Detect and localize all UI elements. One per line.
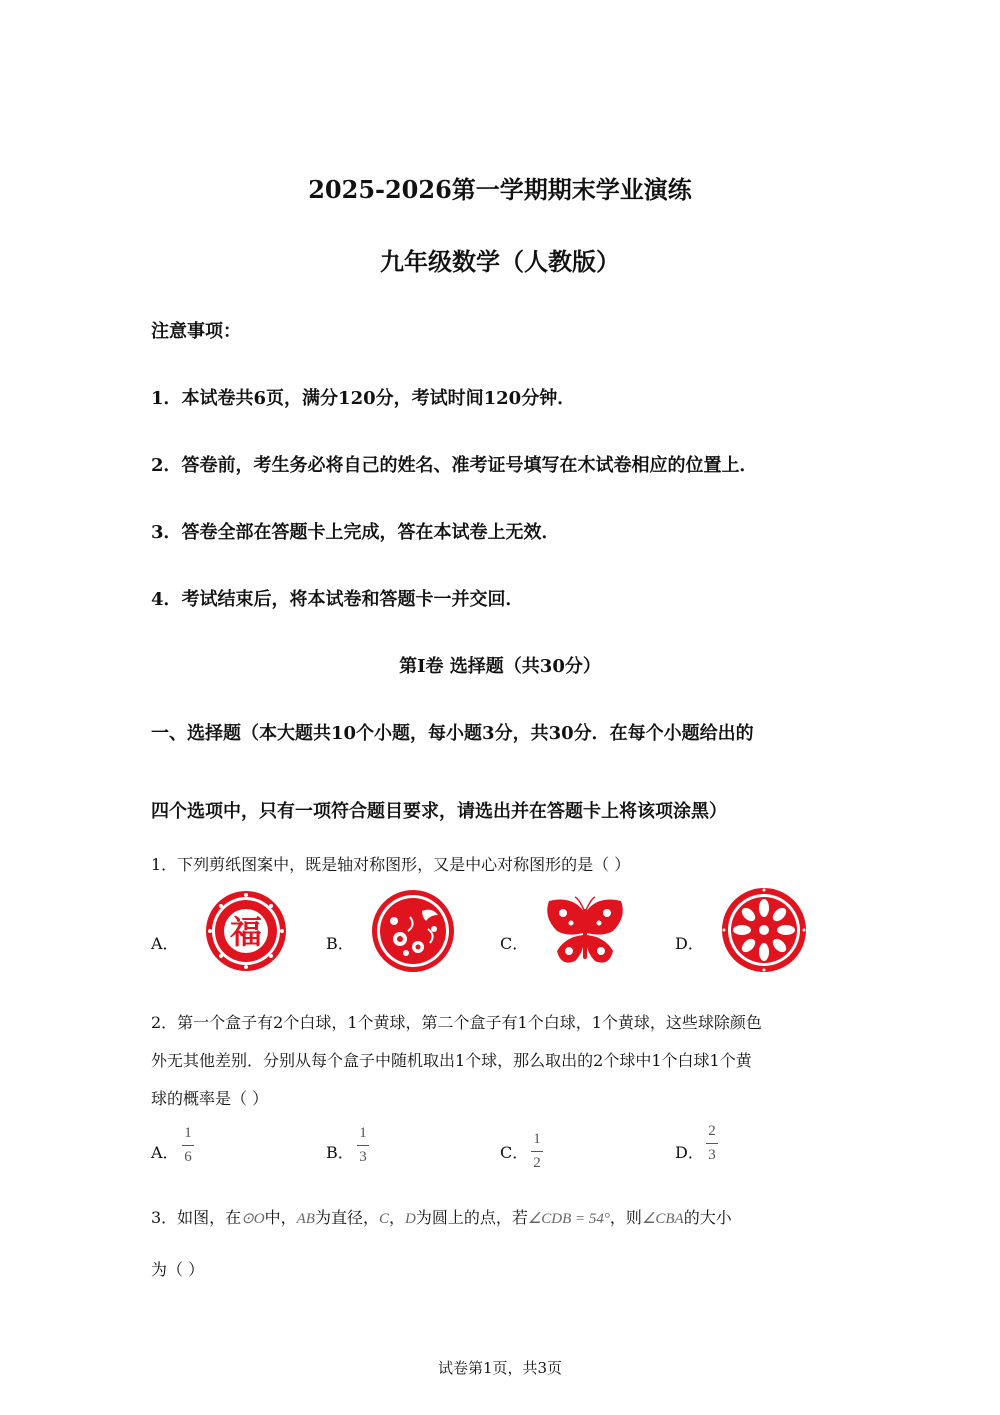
numerator: 1 (533, 1131, 541, 1147)
butterfly-papercut-image (543, 895, 627, 971)
fu-papercut-image (196, 889, 296, 973)
q3-angle-cdb: ∠CDB = 54° (527, 1211, 610, 1227)
denominator: 6 (184, 1149, 192, 1165)
q2-stem-line3: 球的概率是（ ） (151, 1089, 269, 1108)
q2-option-c-label: C． (500, 1143, 529, 1162)
q1-option-a-label: A． (151, 934, 179, 953)
numerator: 1 (184, 1125, 192, 1141)
q3-stem-line2: 为（ ） (151, 1260, 205, 1279)
note-item-2: 2．答卷前，考生务必将自己的姓名、准考证号填写在木试卷相应的位置上． (151, 455, 758, 476)
flower-mandala-papercut-image (720, 886, 808, 974)
section-instructions-line2: 四个选项中，只有一项符合题目要求，请选出并在答题卡上将该项涂黑） (151, 801, 727, 822)
q3-circle-o: ⊙O (241, 1211, 265, 1227)
q3-text-4: ， (388, 1208, 405, 1227)
q3-text-6: ，则 (609, 1208, 642, 1227)
q2-option-b-label: B． (326, 1143, 354, 1162)
fu-character: 福 (229, 913, 263, 951)
q3-text-1: 3．如图，在 (151, 1208, 242, 1227)
q3-d: D (404, 1211, 416, 1227)
section-instructions-line1: 一、选择题（本大题共10个小题，每小题3分，共30分．在每个小题给出的 (151, 723, 754, 744)
q1-option-c-label: C． (500, 934, 529, 953)
q2-option-a-label: A． (151, 1143, 179, 1162)
q1-stem: 1．下列剪纸图案中，既是轴对称图形，又是中心对称图形的是（ ） (151, 855, 631, 874)
numerator: 1 (359, 1125, 367, 1141)
q3-text-5: 为圆上的点，若 (415, 1208, 528, 1227)
q2-option-d-fraction (706, 1123, 718, 1164)
q3-angle-cba: ∠CBA (641, 1211, 684, 1227)
q2-stem-line2: 外无其他差别．分别从每个盒子中随机取出1个球，那么取出的2个球中1个白球1个黄 (151, 1051, 752, 1070)
q2-option-b-fraction (357, 1125, 369, 1166)
q3-text-7: 的大小 (683, 1208, 732, 1227)
denominator: 3 (359, 1149, 367, 1165)
q3-stem-line1 (151, 1205, 732, 1228)
notes-heading: 注意事项： (151, 321, 241, 342)
q2-option-c-fraction (531, 1131, 543, 1172)
q2-stem-line1: 2．第一个盒子有2个白球，1个黄球，第二个盒子有1个白球，1个黄球，这些球除颜色 (151, 1013, 762, 1032)
q1-option-d-label: D． (675, 934, 704, 953)
q2-option-d-label: D． (675, 1143, 704, 1162)
note-item-1: 1．本试卷共6页，满分120分，考试时间120分钟． (151, 388, 576, 409)
q1-option-b-label: B． (326, 934, 354, 953)
note-item-3: 3．答卷全部在答题卡上完成，答在本试卷上无效． (151, 522, 560, 543)
denominator: 2 (533, 1155, 541, 1171)
exam-title: 2025-2026第一学期期末学业演练 (308, 175, 692, 204)
part1-heading: 第Ⅰ卷 选择题（共30分） (399, 656, 601, 677)
note-item-4: 4．考试结束后，将本试卷和答题卡一并交回． (151, 589, 524, 610)
denominator: 3 (708, 1147, 716, 1163)
exam-subtitle: 九年级数学（人教版） (380, 247, 620, 276)
q3-text-2: 中， (264, 1208, 297, 1227)
q3-c: C (378, 1211, 389, 1227)
q2-option-a-fraction (182, 1125, 194, 1166)
q3-ab: AB (296, 1211, 315, 1227)
q3-text-3: 为直径， (314, 1208, 379, 1227)
page-footer: 试卷第1页，共3页 (437, 1359, 563, 1377)
numerator: 2 (708, 1123, 716, 1139)
bird-flower-papercut-image (370, 889, 456, 973)
